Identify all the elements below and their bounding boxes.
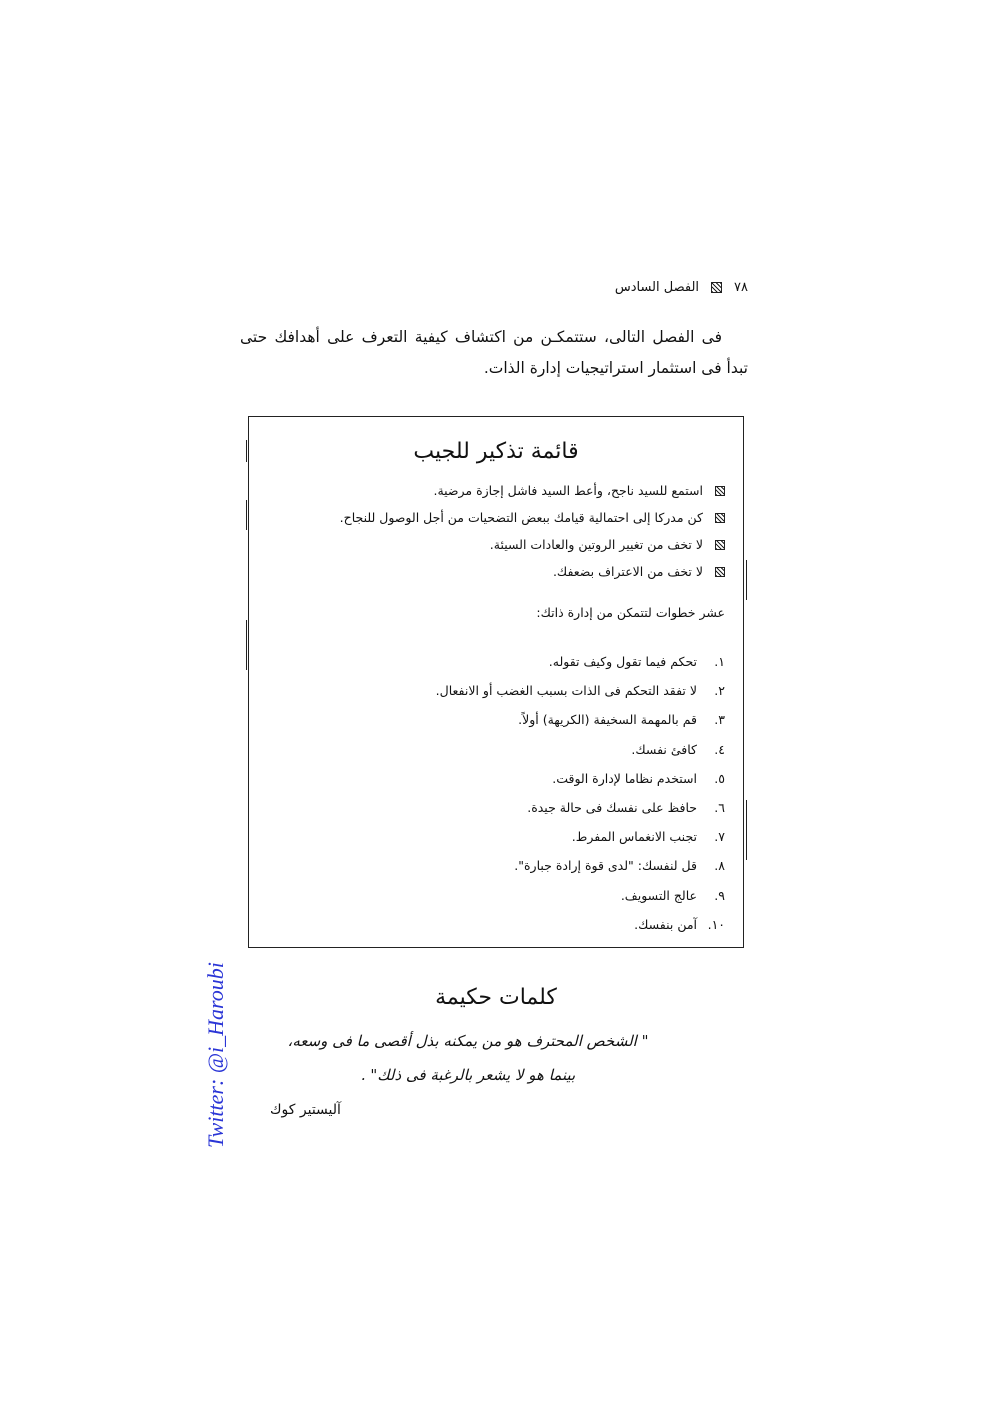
tip-text: لا تخف من تغيير الروتين والعادات السيئة. <box>489 537 703 552</box>
tips-list <box>285 477 725 585</box>
step-item <box>285 793 725 822</box>
step-text: حافظ على نفسك فى حالة جيدة. <box>527 800 697 816</box>
square-bullet-icon <box>715 513 725 523</box>
tip-item <box>285 531 725 558</box>
scan-edge-mark <box>246 500 247 530</box>
twitter-watermark: Twitter: @i_Haroubi <box>203 962 228 1148</box>
scan-edge-mark <box>746 560 747 600</box>
step-text: استخدم نظاما لإدارة الوقت. <box>552 770 697 786</box>
step-number: ٢. <box>714 683 725 699</box>
tip-item <box>285 477 725 504</box>
step-text: تجنب الانغماس المفرط. <box>571 829 697 845</box>
step-text: آمن بنفسك. <box>634 916 697 932</box>
wise-words-title: كلمات حكيمة <box>435 985 557 1010</box>
step-number: ٤. <box>714 741 725 757</box>
step-number: ٣. <box>714 712 725 728</box>
square-bullet-icon <box>715 567 725 577</box>
step-item <box>285 822 725 851</box>
step-number: ٩. <box>714 887 725 903</box>
step-text: قم بالمهمة السخيفة (الكريهة) أولاً. <box>518 712 697 728</box>
intro-text: فى الفصل التالى، ستتمكـن من اكتشاف كيفية التعرف على أهدافك حتى تبدأ فى استثمار استراتيجيات إدارة الذات. <box>240 328 748 377</box>
step-number: ٨. <box>714 858 725 874</box>
pocket-checklist-title: قائمة تذكير للجيب <box>413 439 579 464</box>
pocket-checklist-box <box>248 416 744 948</box>
square-bullet-icon <box>715 486 725 496</box>
scan-edge-mark <box>246 620 247 670</box>
wise-quote <box>248 1024 688 1092</box>
step-item <box>285 735 725 764</box>
step-text: عالج التسويف. <box>620 887 697 903</box>
page-header <box>560 277 748 297</box>
step-text: تحكم فيما تقول وكيف تقوله. <box>548 654 697 670</box>
square-ornament-icon <box>711 282 722 293</box>
step-item <box>285 647 725 676</box>
quote-line: بينما هو لا يشعر بالرغبة فى ذلك" . <box>360 1066 576 1084</box>
step-text: لا تفقد التحكم فى الذات بسبب الغضب أو الانفعال. <box>435 683 697 699</box>
tip-text: استمع للسيد ناجح، وأعط السيد فاشل إجازة مرضية. <box>433 483 703 498</box>
step-item <box>285 764 725 793</box>
step-number: ٥. <box>714 770 725 786</box>
scan-edge-mark <box>746 800 747 860</box>
steps-heading: عشر خطوات لتتمكن من إدارة ذاتك: <box>536 605 725 620</box>
step-number: ١. <box>714 654 725 670</box>
tip-text: كن مدركا إلى احتمالية قيامك ببعض التضحيات من أجل الوصول للنجاح. <box>339 510 703 525</box>
page-number: ٧٨ <box>734 279 748 295</box>
scan-edge-mark <box>246 440 247 462</box>
tip-item <box>285 558 725 585</box>
square-bullet-icon <box>715 540 725 550</box>
step-text: كافئ نفسك. <box>631 741 697 757</box>
intro-paragraph <box>240 322 748 384</box>
step-item <box>285 881 725 910</box>
chapter-title: الفصل السادس <box>614 279 700 295</box>
quote-line: " الشخص المحترف هو من يمكنه بذل أقصى ما فى وسعه، <box>287 1032 649 1050</box>
steps-list <box>285 647 725 939</box>
tip-text: لا تخف من الاعتراف بضعفك. <box>552 564 703 579</box>
step-item <box>285 676 725 705</box>
step-number: ٦. <box>714 800 725 816</box>
quote-author: آليستير كوك <box>270 1102 341 1118</box>
step-number: ٧. <box>714 829 725 845</box>
tip-item <box>285 504 725 531</box>
step-item <box>285 851 725 880</box>
step-text: قل لنفسك: "لدى قوة إرادة جبارة". <box>514 858 697 874</box>
step-item <box>285 910 725 939</box>
step-item <box>285 705 725 734</box>
step-number: ١٠. <box>707 916 725 932</box>
